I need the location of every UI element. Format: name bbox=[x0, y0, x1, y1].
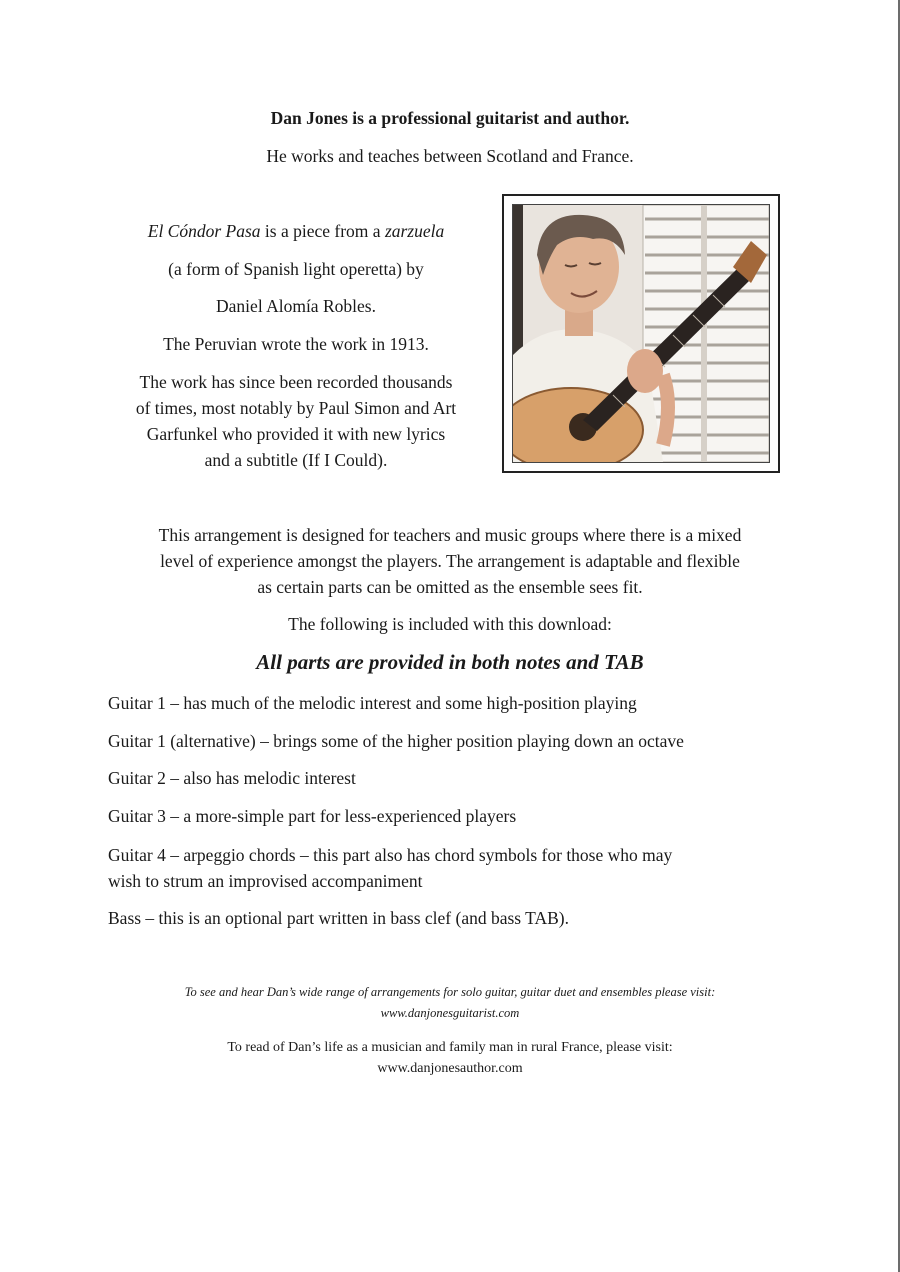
intro-line-2: (a form of Spanish light operetta) by bbox=[168, 259, 424, 279]
arrangement-line-2: level of experience amongst the players. The arrangement is adaptable and flexible bbox=[160, 551, 740, 571]
guitarist-photo-illustration bbox=[513, 205, 769, 462]
page-subtitle: He works and teaches between Scotland and France. bbox=[266, 146, 634, 166]
parts-note: All parts are provided in both notes and TAB bbox=[256, 650, 644, 674]
intro-line-6: of times, most notably by Paul Simon and Art bbox=[135, 398, 457, 418]
author-photo bbox=[512, 204, 770, 463]
intro-line-1 bbox=[100, 218, 492, 244]
arrangement-line-1: This arrangement is designed for teachers and music groups where there is a mixed bbox=[158, 525, 742, 545]
part-guitar-4: Guitar 4 – arpeggio chords – this part also has chord symbols for those who may bbox=[108, 845, 673, 865]
author-photo-frame bbox=[502, 194, 780, 473]
piece-title: El Cóndor Pasa bbox=[147, 221, 261, 241]
intro-line-3: Daniel Alomía Robles. bbox=[216, 296, 376, 316]
included-note: The following is included with this download: bbox=[288, 614, 612, 634]
page-title: Dan Jones is a professional guitarist and author. bbox=[270, 108, 630, 128]
intro-line-4: The Peruvian wrote the work in 1913. bbox=[163, 334, 429, 354]
intro-line-1-mid: is a piece from a bbox=[260, 221, 385, 241]
part-guitar-1: Guitar 1 – has much of the melodic interest and some high-position playing bbox=[108, 693, 637, 713]
part-guitar-2: Guitar 2 – also has melodic interest bbox=[108, 768, 356, 788]
intro-line-8: and a subtitle (If I Could). bbox=[204, 450, 388, 470]
arrangement-line-3: as certain parts can be omitted as the ensemble sees fit. bbox=[257, 577, 643, 597]
intro-line-5: The work has since been recorded thousands bbox=[139, 372, 453, 392]
part-bass: Bass – this is an optional part written in bass clef (and bass TAB). bbox=[108, 908, 569, 928]
part-guitar-1-alt: Guitar 1 (alternative) – brings some of the higher position playing down an octave bbox=[108, 731, 684, 751]
footer-arrangements-text: To see and hear Dan’s wide range of arrangements for solo guitar, guitar duet and ensembles please visit: bbox=[184, 985, 716, 999]
zarzuela-term: zarzuela bbox=[384, 221, 445, 241]
intro-line-7: Garfunkel who provided it with new lyrics bbox=[146, 424, 446, 444]
part-guitar-4-cont: wish to strum an improvised accompaniment bbox=[108, 871, 423, 891]
footer-life-text: To read of Dan’s life as a musician and family man in rural France, please visit: bbox=[227, 1040, 673, 1055]
footer-arrangements-url[interactable]: www.danjonesguitarist.com bbox=[380, 1006, 520, 1020]
footer-life-url[interactable]: www.danjonesauthor.com bbox=[377, 1061, 523, 1076]
part-guitar-3: Guitar 3 – a more-simple part for less-experienced players bbox=[108, 806, 517, 826]
